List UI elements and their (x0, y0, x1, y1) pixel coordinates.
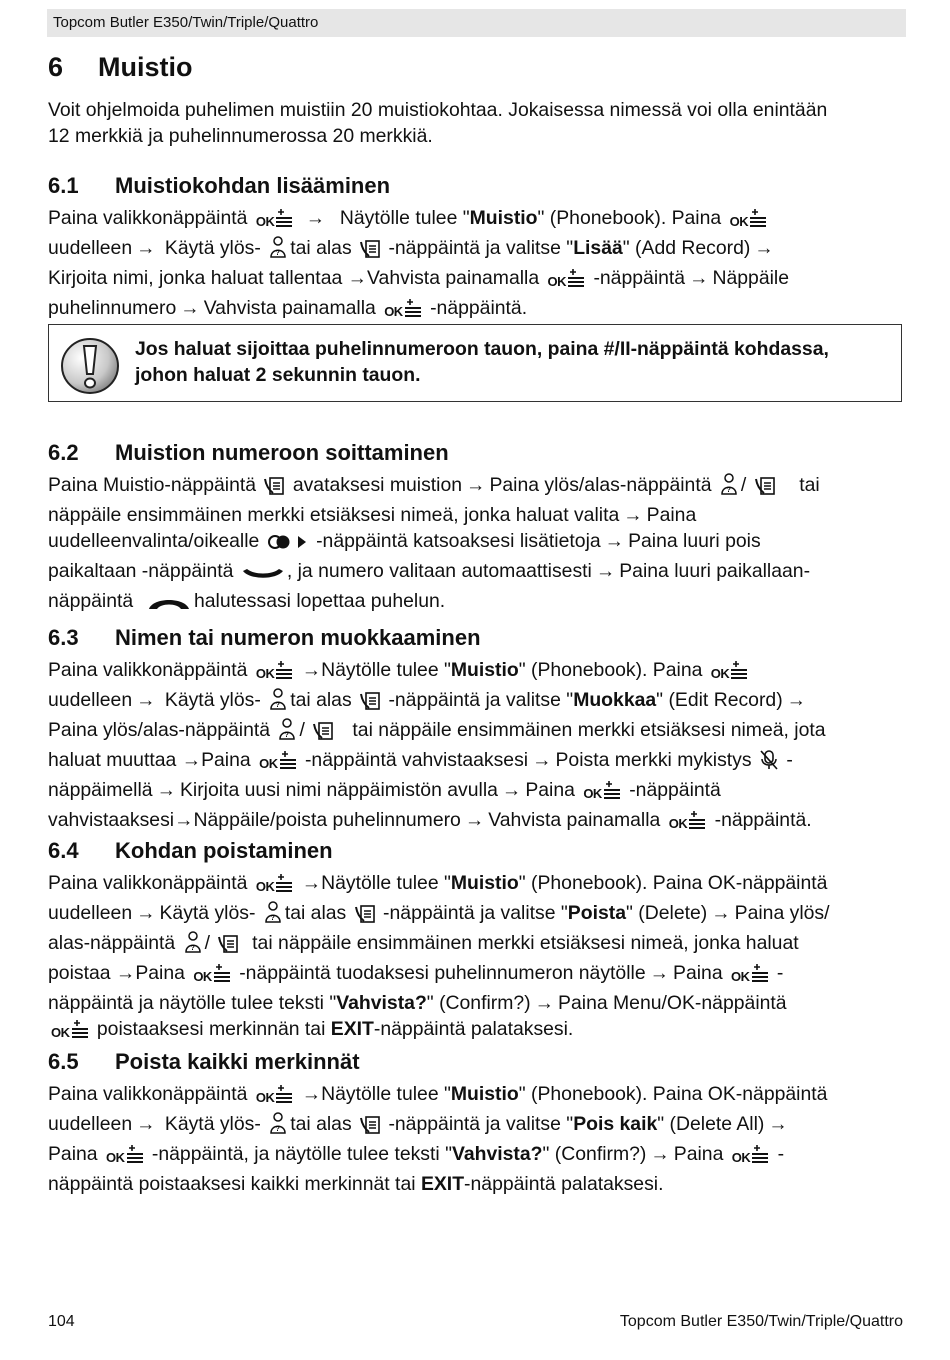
phonebook-icon (355, 904, 375, 930)
section-heading: 6.2 Muistion numeroon soittaminen (48, 440, 449, 465)
hangup-icon (147, 592, 191, 618)
ok-menu-icon: OK (256, 874, 294, 900)
section-paragraph: Paina valikkonäppäintä OK →Näytölle tulee "Muistio" (Phonebook). Paina OK-näppäintä uudelleen → Käytä ylös- tai alas -näppäintä ja valitse "Pois kaik" (Delete All) → Paina OK -näppäintä, ja näytölle tulee teksti "Vahvista?" (Confirm?) → Paina OK - näppäintä poistaaksesi kaikki merkinnät tai EXIT-näppäintä palataksesi. (48, 1083, 828, 1195)
up-person-icon (269, 688, 287, 717)
arrow-icon: → (689, 267, 709, 289)
ok-menu-icon: OK (384, 299, 422, 325)
chapter-title (48, 52, 193, 83)
arrow-icon: → (711, 902, 731, 924)
arrow-icon: → (181, 749, 202, 771)
up-person-icon (184, 931, 202, 960)
phonebook-icon (360, 239, 380, 265)
call-icon (242, 562, 284, 588)
arrow-icon: → (464, 809, 485, 831)
up-person-icon (269, 1112, 287, 1141)
redial-right-icon (268, 532, 308, 558)
arrow-icon: → (136, 902, 156, 924)
note-line: johon haluat 2 sekunnin tauon. (135, 364, 421, 386)
ok-menu-icon: OK (51, 1020, 89, 1046)
arrow-icon: → (466, 474, 486, 496)
arrow-icon: → (650, 1143, 670, 1165)
arrow-icon: → (534, 992, 555, 1014)
section-heading: 6.3 Nimen tai numeron muokkaaminen (48, 625, 481, 650)
section-title: Muistiokohdan lisääminen (115, 173, 391, 198)
arrow-icon: → (115, 962, 136, 984)
intro-paragraph (48, 97, 908, 149)
arrow-icon: → (501, 779, 522, 801)
arrow-icon: → (301, 872, 322, 894)
arrow-icon: → (786, 689, 807, 711)
up-person-icon (720, 473, 738, 502)
section-number: 6.1 (48, 173, 79, 198)
intro-line: 12 merkkiä ja puhelinnumerossa 20 merkkiä. (48, 125, 433, 147)
ok-menu-icon: OK (256, 209, 294, 235)
up-person-icon (269, 236, 287, 265)
arrow-icon: → (604, 530, 625, 552)
section-paragraph: Paina valikkonäppäintä OK →Näytölle tulee "Muistio" (Phonebook). Paina OK-näppäintä uudelleen → Käytä ylös- tai alas -näppäintä ja valitse "Poista" (Delete) → Paina ylös/ alas-näppäintä / tai näppäile ensimmäinen merkki etsiäksesi nimeä, jonka haluat poistaa →Paina OK -näppäintä tuodaksesi puhelinnumeron näytölle → Paina OK - näppäintä ja näytölle tulee teksti "Vahvista?" (Confirm?) → Paina Menu/OK-näppäintä OK poistaaksesi merkinnän tai EXIT-näppäintä palataksesi. (48, 870, 908, 1046)
note-line: Jos haluat sijoittaa puhelinnumeroon tauon, paina #/II-näppäintä kohdassa, (135, 338, 829, 360)
ok-menu-icon: OK (669, 811, 707, 837)
arrow-icon: → (136, 689, 156, 711)
arrow-icon: → (305, 207, 326, 229)
ok-menu-icon: OK (256, 1085, 294, 1111)
ok-menu-icon: OK (106, 1145, 144, 1171)
up-person-icon (278, 718, 296, 747)
arrow-icon: → (754, 237, 774, 259)
ok-menu-icon: OK (193, 964, 231, 990)
arrow-icon: → (623, 504, 643, 526)
ok-menu-icon: OK (548, 269, 586, 295)
ok-menu-icon: OK (711, 661, 749, 687)
arrow-icon: → (180, 297, 200, 319)
section-paragraph: Paina valikkonäppäintä OK → Näytölle tulee "Muistio" (Phonebook). Paina OK uudelleen → Käytä ylös- tai alas -näppäintä ja valitse "Lisää" (Add Record) → Kirjoita nimi, jonka haluat tallentaa →Vahvista painamalla OK -näppäintä → Näppäile puhelinnumero → Vahvista painamalla OK -näppäintä. (48, 205, 908, 325)
arrow-icon: → (595, 560, 616, 582)
arrow-icon: → (156, 779, 176, 801)
arrow-icon: → (649, 962, 670, 984)
header-title: Topcom Butler E350/Twin/Triple/Quattro (53, 14, 319, 31)
mute-icon (760, 750, 778, 777)
page-header (47, 9, 906, 37)
arrow-icon: → (174, 809, 194, 831)
section-heading: 6.5 Poista kaikki merkinnät (48, 1049, 360, 1074)
intro-line: Voit ohjelmoida puhelimen muistiin 20 muistiokohtaa. Jokaisessa nimessä voi olla enintään (48, 99, 828, 121)
arrow-icon: → (768, 1113, 788, 1135)
phonebook-icon (360, 1115, 380, 1141)
note-box (48, 324, 902, 402)
arrow-icon: → (136, 1113, 156, 1135)
phonebook-icon (264, 476, 284, 502)
arrow-icon: → (301, 659, 322, 681)
ok-menu-icon: OK (256, 661, 294, 687)
ok-menu-icon: OK (259, 751, 297, 777)
chapter-name: Muistio (98, 52, 193, 82)
arrow-icon: → (532, 749, 552, 771)
ok-menu-icon: OK (730, 209, 768, 235)
phonebook-icon (360, 691, 380, 717)
page-number: 104 (48, 1313, 75, 1330)
arrow-icon: → (347, 267, 368, 289)
section-paragraph: Paina Muistio-näppäintä avataksesi muistion → Paina ylös/alas-näppäintä / tai näppäile ensimmäinen merkki etsiäksesi nimeä, jonka haluat valita → Paina uudelleenvalinta/oikealle -näppäintä katsoaksesi lisätietoja → Paina luuri pois paikaltaan -näppäintä , ja numero valitaan automaattisesti → Paina luuri paikallaan- näppäintä halutessasi lopettaa puhelun. (48, 472, 908, 618)
footer-title: Topcom Butler E350/Twin/Triple/Quattro (619, 1313, 903, 1330)
up-person-icon (264, 901, 282, 930)
ok-menu-icon: OK (732, 1145, 770, 1171)
warning-icon (60, 337, 120, 395)
ok-menu-icon: OK (583, 781, 621, 807)
section-heading: 6.4 Kohdan poistaminen (48, 838, 333, 863)
section-heading (48, 173, 390, 199)
arrow-icon: → (301, 1083, 322, 1105)
section-paragraph: Paina valikkonäppäintä OK →Näytölle tulee "Muistio" (Phonebook). Paina OK uudelleen → Käytä ylös- tai alas -näppäintä ja valitse "Muokkaa" (Edit Record) → Paina ylös/alas-näppäintä / tai näppäile ensimmäinen merkki etsiäksesi nimeä, jota haluat muuttaa →Paina OK -näppäintä vahvistaaksesi → Poista merkki mykistys - näppäimellä → Kirjoita uusi nimi näppäimistön avulla → Paina OK -näppäintä vahvistaaksesi→Näppäile/poista puhelinnumero → Vahvista painamalla OK -näppäintä. (48, 657, 908, 837)
arrow-icon: → (136, 237, 156, 259)
phonebook-icon (313, 721, 333, 747)
phonebook-icon (218, 934, 238, 960)
chapter-number: 6 (48, 52, 64, 82)
phonebook-icon (755, 476, 775, 502)
ok-menu-icon: OK (731, 964, 769, 990)
